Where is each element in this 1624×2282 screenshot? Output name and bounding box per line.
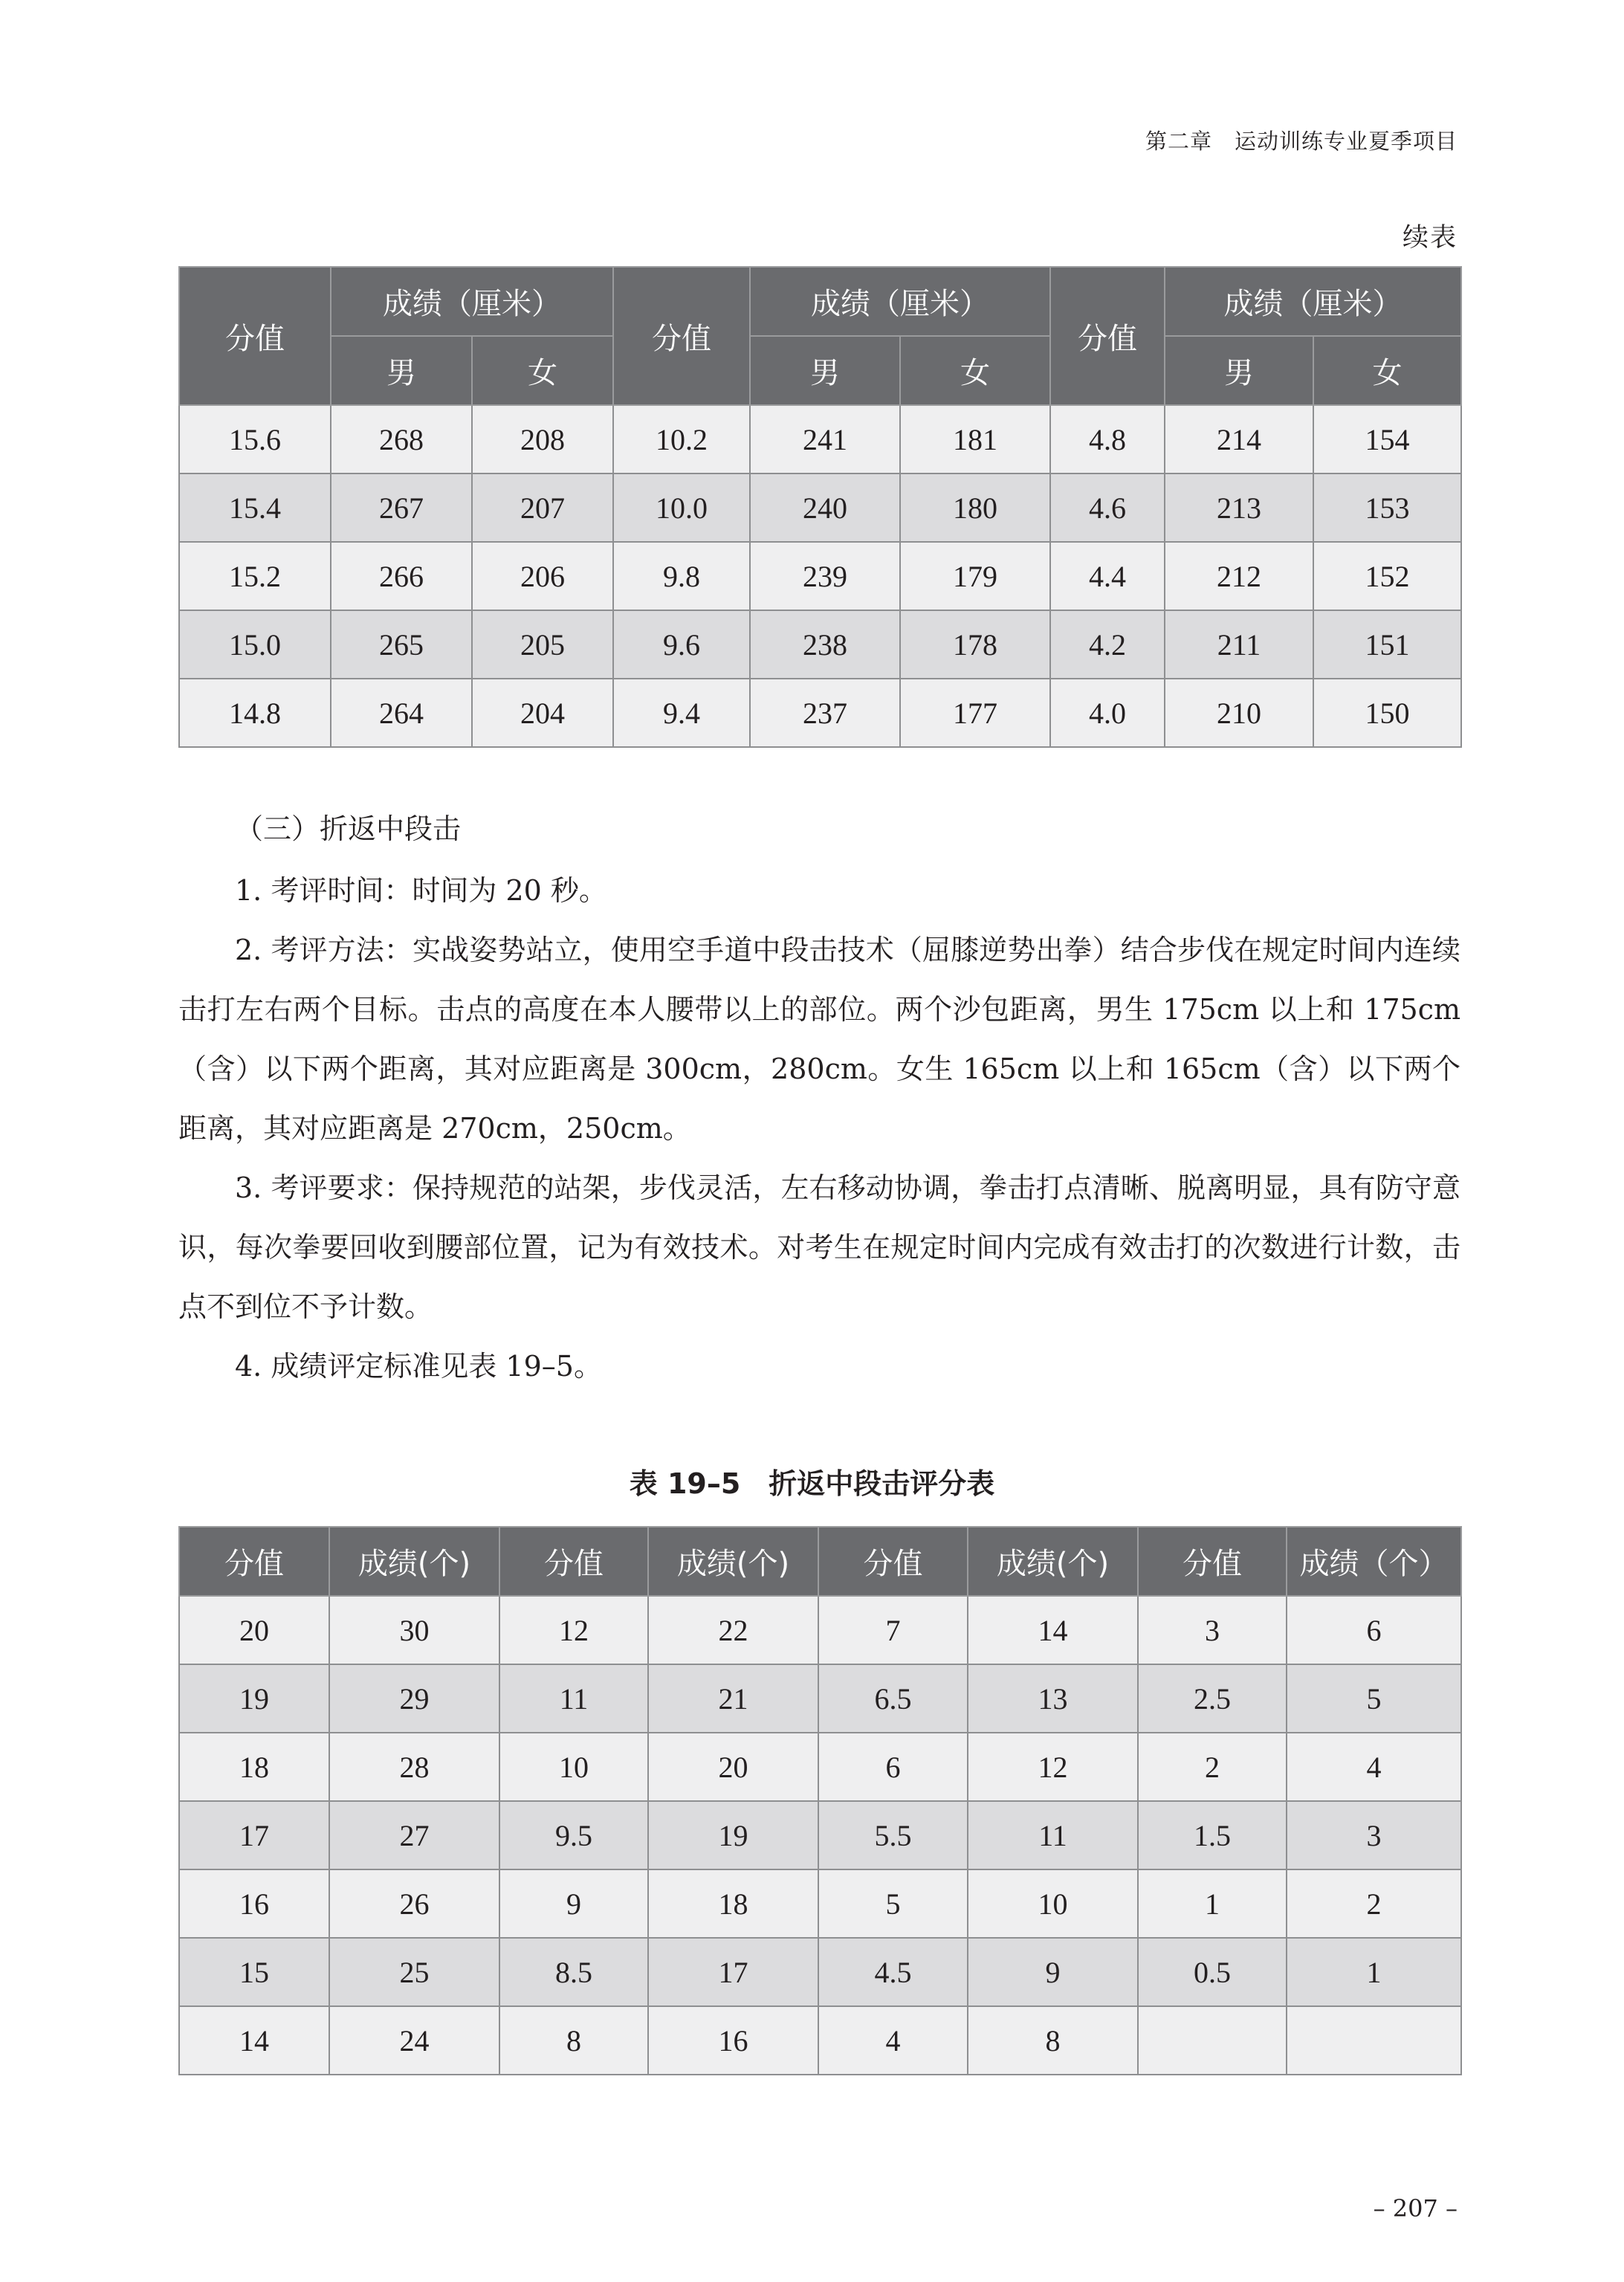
table-cell: 237: [750, 679, 900, 747]
table-cell: 25: [329, 1938, 499, 2006]
table-cell: 21: [648, 1664, 818, 1733]
table-cell: 4: [1287, 1733, 1461, 1801]
female-header: 女: [472, 336, 613, 405]
count-header: 成绩（个）: [1287, 1527, 1461, 1596]
header-row: [179, 267, 1461, 336]
result-header: 成绩（厘米）: [750, 267, 1050, 336]
table-cell: 12: [499, 1596, 648, 1664]
table-cell: 4.5: [818, 1938, 968, 2006]
table-cell: 180: [900, 473, 1050, 542]
table-cell: 10: [968, 1869, 1138, 1938]
table-cell: 10.0: [613, 473, 750, 542]
table-cell: 28: [329, 1733, 499, 1801]
male-header: 男: [331, 336, 472, 405]
table-cell: 178: [900, 610, 1050, 679]
table-row: [179, 1664, 1461, 1733]
table-cell: 265: [331, 610, 472, 679]
table-cell: 4.4: [1050, 542, 1165, 610]
female-header: 女: [1313, 336, 1461, 405]
subheader-row: [179, 336, 1461, 405]
table-cell: 7: [818, 1596, 968, 1664]
table-cell: 239: [750, 542, 900, 610]
table-cell: 181: [900, 405, 1050, 473]
table-cell: 5: [1287, 1664, 1461, 1733]
table-row: [179, 2006, 1461, 2075]
table-cell: 6.5: [818, 1664, 968, 1733]
table-cell: 20: [179, 1596, 329, 1664]
table-cell: 6: [818, 1733, 968, 1801]
paragraph-time: 1. 考评时间：时间为 20 秒。: [235, 874, 607, 907]
table-cell: 15.6: [179, 405, 331, 473]
table-cell: 20: [648, 1733, 818, 1801]
table-cell: 17: [648, 1938, 818, 2006]
table-cell: 212: [1165, 542, 1313, 610]
table-cell: [1138, 2006, 1287, 2075]
table-cell: 179: [900, 542, 1050, 610]
table-cell: 19: [179, 1664, 329, 1733]
table-cell: 16: [648, 2006, 818, 2075]
table-cell: 210: [1165, 679, 1313, 747]
table-cell: 26: [329, 1869, 499, 1938]
table-cell: 15.0: [179, 610, 331, 679]
table-cell: 10.2: [613, 405, 750, 473]
table-cell: 206: [472, 542, 613, 610]
table-cell: 207: [472, 473, 613, 542]
table-row: [179, 1596, 1461, 1664]
paragraph-method: 2. 考评方法：实战姿势站立，使用空手道中段击技术（屈膝逆势出拳）结合步伐在规定时间内连续击打左右两个目标。击点的高度在本人腰带以上的部位。两个沙包距离，男生 175cm 以上和 175cm（含）以下两个距离，其对应距离是 300cm，280cm。女生 165cm 以上和 165cm（含）以下两个距离，其对应距离是 270cm，250cm。: [178, 934, 1460, 1145]
table-cell: 16: [179, 1869, 329, 1938]
table-cell: 264: [331, 679, 472, 747]
table-cell: 11: [499, 1664, 648, 1733]
table-cell: 240: [750, 473, 900, 542]
table-cell: 1: [1138, 1869, 1287, 1938]
score-header: 分值: [499, 1527, 648, 1596]
header-row: [179, 1527, 1461, 1596]
table-cell: 30: [329, 1596, 499, 1664]
table-cell: 2: [1138, 1733, 1287, 1801]
table-cell: 152: [1313, 542, 1461, 610]
count-header: 成绩(个): [648, 1527, 818, 1596]
table-cell: 214: [1165, 405, 1313, 473]
table-cell: 9.5: [499, 1801, 648, 1869]
table-cell: 4.8: [1050, 405, 1165, 473]
table-cell: 208: [472, 405, 613, 473]
table-cell: 266: [331, 542, 472, 610]
table-cell: 150: [1313, 679, 1461, 747]
table-row: [179, 1938, 1461, 2006]
table-row: [179, 1733, 1461, 1801]
section-heading: （三）折返中段击: [235, 812, 462, 845]
table-row: [179, 405, 1461, 473]
table-cell: 24: [329, 2006, 499, 2075]
table-row: [179, 679, 1461, 747]
table-cell: 3: [1138, 1596, 1287, 1664]
continued-score-table: [178, 266, 1462, 748]
table-cell: 5.5: [818, 1801, 968, 1869]
result-header: 成绩（厘米）: [1165, 267, 1461, 336]
table-cell: 9.8: [613, 542, 750, 610]
score-header: 分值: [1138, 1527, 1287, 1596]
score-header: 分值: [179, 1527, 329, 1596]
table-cell: 4.6: [1050, 473, 1165, 542]
table-cell: 9: [968, 1938, 1138, 2006]
score-header: 分值: [1050, 267, 1165, 405]
table-cell: 154: [1313, 405, 1461, 473]
table-cell: 153: [1313, 473, 1461, 542]
table-cell: 15.4: [179, 473, 331, 542]
table-cell: 1.5: [1138, 1801, 1287, 1869]
table-cell: 13: [968, 1664, 1138, 1733]
table-cell: 1: [1287, 1938, 1461, 2006]
table-cell: 9.6: [613, 610, 750, 679]
table-cell: 19: [648, 1801, 818, 1869]
table-cell: 2: [1287, 1869, 1461, 1938]
page-number: – 207 –: [1373, 2194, 1458, 2223]
table-row: [179, 610, 1461, 679]
table-cell: 238: [750, 610, 900, 679]
result-header: 成绩（厘米）: [331, 267, 613, 336]
table-cell: 29: [329, 1664, 499, 1733]
table-cell: 211: [1165, 610, 1313, 679]
table-cell: 213: [1165, 473, 1313, 542]
table-cell: 10: [499, 1733, 648, 1801]
table-cell: 9.4: [613, 679, 750, 747]
table-cell: 9: [499, 1869, 648, 1938]
score-header: 分值: [818, 1527, 968, 1596]
male-header: 男: [750, 336, 900, 405]
table-cell: 3: [1287, 1801, 1461, 1869]
table-row: [179, 542, 1461, 610]
table-cell: 8: [499, 2006, 648, 2075]
table-cell: 17: [179, 1801, 329, 1869]
table-cell: 27: [329, 1801, 499, 1869]
table-cell: 268: [331, 405, 472, 473]
table-cell: 18: [648, 1869, 818, 1938]
table-cell: 14: [968, 1596, 1138, 1664]
table-cell: 8.5: [499, 1938, 648, 2006]
table-cell: [1287, 2006, 1461, 2075]
table-caption: 表 19–5 折返中段击评分表: [629, 1467, 995, 1500]
paragraph-requirements: 3. 考评要求：保持规范的站架，步伐灵活，左右移动协调，拳击打点清晰、脱离明显，具有防守意识，每次拳要回收到腰部位置，记为有效技术。对考生在规定时间内完成有效击打的次数进行计数，击点不到位不予计数。: [178, 1171, 1460, 1323]
table-cell: 18: [179, 1733, 329, 1801]
table-cell: 5: [818, 1869, 968, 1938]
table-cell: 22: [648, 1596, 818, 1664]
table-row: [179, 1801, 1461, 1869]
table-cell: 204: [472, 679, 613, 747]
table-cell: 4.0: [1050, 679, 1165, 747]
table-cell: 267: [331, 473, 472, 542]
score-header: 分值: [613, 267, 750, 405]
female-header: 女: [900, 336, 1050, 405]
table-cell: 14.8: [179, 679, 331, 747]
table-cell: 205: [472, 610, 613, 679]
male-header: 男: [1165, 336, 1313, 405]
count-header: 成绩(个): [968, 1527, 1138, 1596]
table-cell: 0.5: [1138, 1938, 1287, 2006]
table-cell: 4: [818, 2006, 968, 2075]
table-cell: 6: [1287, 1596, 1461, 1664]
table-cell: 4.2: [1050, 610, 1165, 679]
table-cell: 241: [750, 405, 900, 473]
table-row: [179, 1869, 1461, 1938]
table-row: [179, 473, 1461, 542]
score-table-19-5: [178, 1526, 1462, 2075]
table-cell: 11: [968, 1801, 1138, 1869]
table-cell: 2.5: [1138, 1664, 1287, 1733]
continued-table-label: 续表: [1402, 223, 1458, 253]
table-cell: 151: [1313, 610, 1461, 679]
count-header: 成绩(个): [329, 1527, 499, 1596]
table-cell: 15: [179, 1938, 329, 2006]
table-cell: 14: [179, 2006, 329, 2075]
table-cell: 12: [968, 1733, 1138, 1801]
table-cell: 15.2: [179, 542, 331, 610]
running-head: 第二章 运动训练专业夏季项目: [1145, 129, 1458, 154]
score-header: 分值: [179, 267, 331, 405]
paragraph-standard: 4. 成绩评定标准见表 19–5。: [235, 1350, 602, 1383]
table-cell: 177: [900, 679, 1050, 747]
table-cell: 8: [968, 2006, 1138, 2075]
